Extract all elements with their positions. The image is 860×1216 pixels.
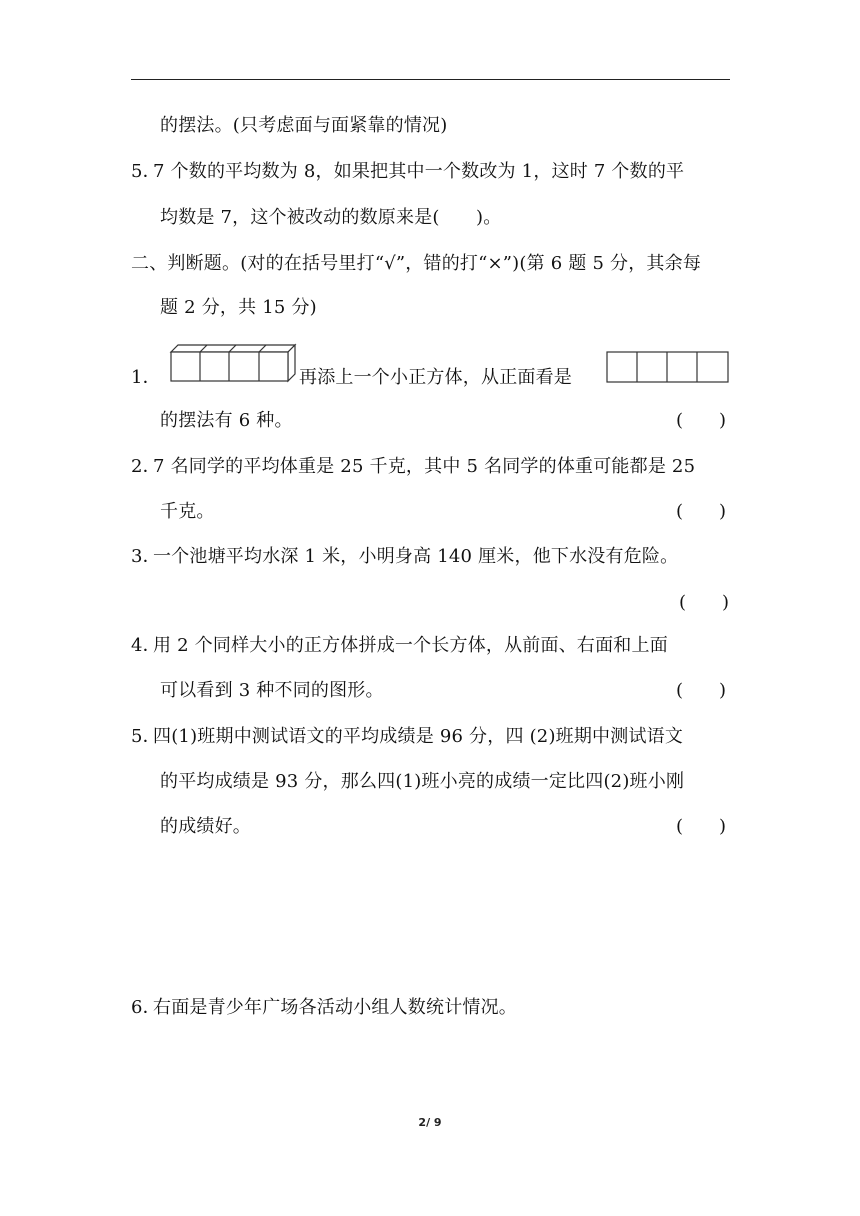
question-text: 四(1)班期中测试语文的平均成绩是 96 分，四 (2)班期中测试语文	[153, 726, 684, 747]
question-number: 5．	[131, 161, 161, 182]
judge-question-5-line2: 的平均成绩是 93 分，那么四(1)班小亮的成绩一定比四(2)班小刚	[160, 771, 685, 792]
judge-question-6	[131, 996, 517, 1020]
cube-row-figure	[171, 343, 297, 383]
answer-blank[interactable]: ( )	[679, 592, 730, 613]
continuation-text: 的摆法。(只考虑面与面紧靠的情况)	[160, 115, 448, 136]
question-text: 右面是青少年广场各活动小组人数统计情况。	[153, 997, 517, 1018]
judge-question-1-text: 再添上一个小正方体，从正面看是	[299, 367, 572, 388]
question-number: 6．	[131, 997, 161, 1018]
front-view-figure	[606, 351, 730, 383]
answer-blank[interactable]: ( )	[676, 680, 727, 701]
fill-question-5-line2: 均数是 7，这个被改动的数原来是( )。	[160, 207, 502, 228]
judge-question-3	[131, 545, 678, 569]
question-number: 3．	[131, 546, 161, 567]
section-heading: 二、判断题。(对的在括号里打“√”，错的打“×”)(第 6 题 5 分，其余每	[131, 253, 702, 274]
header-rule	[131, 79, 730, 80]
page-number: 2/ 9	[418, 1116, 442, 1129]
judge-question-1-number: 1．	[131, 367, 161, 388]
answer-blank[interactable]: ( )	[676, 816, 727, 837]
answer-blank[interactable]: ( )	[676, 501, 727, 522]
judge-question-4-line2: 可以看到 3 种不同的图形。	[160, 680, 384, 701]
question-text: 7 个数的平均数为 8，如果把其中一个数改为 1，这时 7 个数的平	[153, 161, 685, 182]
fill-question-5	[131, 160, 684, 184]
question-number: 2．	[131, 456, 161, 477]
judge-question-1-line2: 的摆法有 6 种。	[160, 410, 293, 431]
judge-question-5-line3: 的成绩好。	[160, 816, 251, 837]
answer-blank[interactable]: ( )	[676, 410, 727, 431]
question-text: 用 2 个同样大小的正方体拼成一个长方体，从前面、右面和上面	[153, 635, 668, 656]
section-heading-line2: 题 2 分，共 15 分)	[160, 297, 317, 318]
question-text: 一个池塘平均水深 1 米，小明身高 140 厘米，他下水没有危险。	[153, 546, 679, 567]
judge-question-2-line2: 千克。	[160, 501, 215, 522]
question-text: 7 名同学的平均体重是 25 千克，其中 5 名同学的体重可能都是 25	[153, 456, 696, 477]
question-number: 5．	[131, 726, 161, 747]
judge-question-2	[131, 455, 695, 479]
judge-question-5	[131, 725, 683, 749]
judge-question-4	[131, 634, 668, 658]
question-number: 4．	[131, 635, 161, 656]
